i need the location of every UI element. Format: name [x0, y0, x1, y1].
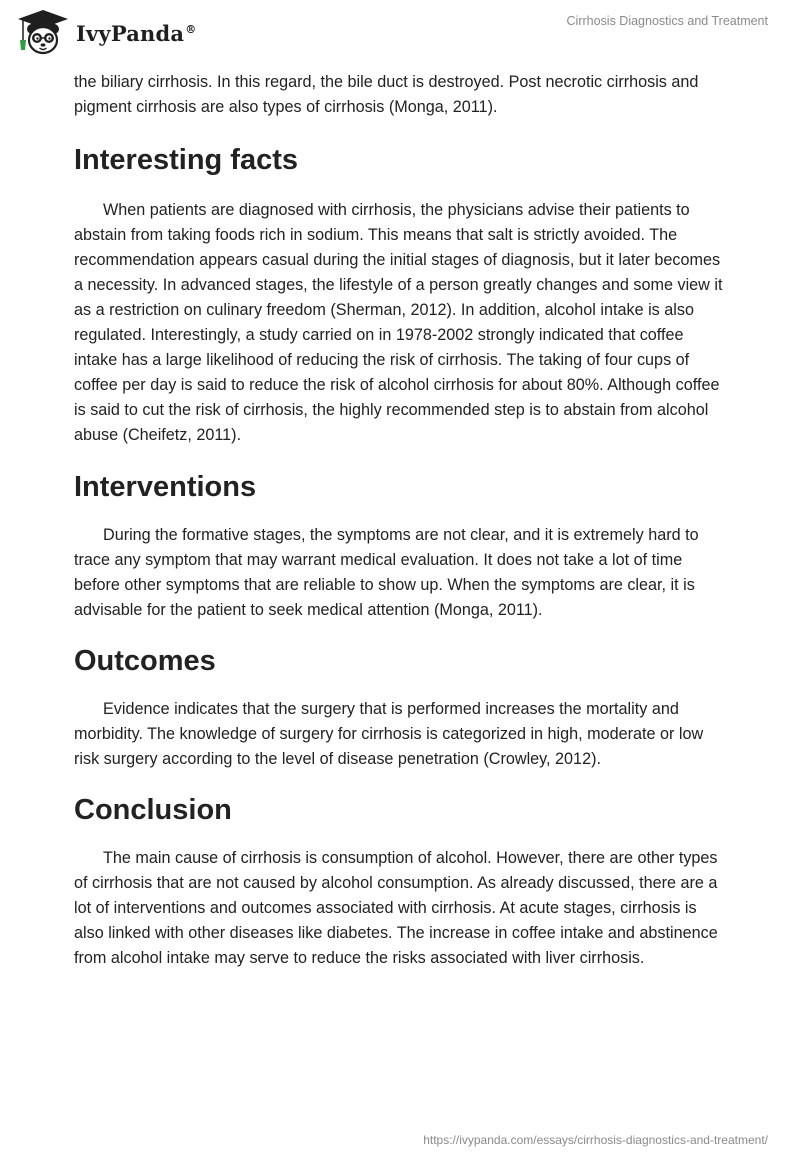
ivypanda-logo[interactable] — [14, 8, 196, 56]
section-heading-interventions: Interventions — [74, 471, 257, 503]
source-url-link[interactable]: https://ivypanda.com/essays/cirrhosis-diagnostics-and-treatment/ — [423, 1133, 768, 1147]
section-heading-interesting-facts: Interesting facts — [74, 144, 298, 176]
section-body-interventions: During the formative stages, the symptoms are not clear, and it is extremely hard to trace any symptom that may warrant medical evaluation. It does not take a lot of time before other symptoms that are reliable to show up. When the symptoms are clear, it is advisable for the patient to seek medical attention (Monga, 2011). — [74, 526, 699, 619]
section-body-outcomes: Evidence indicates that the surgery that is performed increases the mortality and morbidity. The knowledge of surgery for cirrhosis is categorized in high, moderate or low risk surgery according to the level of disease penetration (Crowley, 2012). — [74, 700, 704, 768]
section-body-conclusion: The main cause of cirrhosis is consumption of alcohol. However, there are other types of cirrhosis that are not caused by alcohol consumption. As already discussed, there are a lot of interventions and outcomes associated with cirrhosis. At acute stages, cirrhosis is also linked with other diseases like diabetes. The increase in coffee intake and abstinence from alcohol intake may serve to reduce the risks associated with liver cirrhosis. — [74, 849, 718, 967]
essay-body — [74, 70, 730, 971]
document-title: Cirrhosis Diagnostics and Treatment — [566, 14, 768, 28]
intro-paragraph: the biliary cirrhosis. In this regard, the bile duct is destroyed. Post necrotic cirrhosis and pigment cirrhosis are also types of cirrhosis (Monga, 2011). — [74, 73, 699, 116]
logo-wordmark: IvyPanda® — [76, 20, 197, 46]
section-body-interesting-facts: When patients are diagnosed with cirrhosis, the physicians advise their patients to abstain from taking foods rich in sodium. This means that salt is strictly avoided. The recommendation appears casual during the initial stages of diagnosis, but it later becomes a necessity. In advanced stages, the lifestyle of a person greatly changes and some view it as a restriction on culinary freedom (Sherman, 2012). In addition, alcohol intake is also regulated. Interestingly, a study carried on in 1978-2002 strongly indicated that coffee intake has a large likelihood of reducing the risk of cirrhosis. The taking of four cups of coffee per day is said to reduce the risk of alcohol cirrhosis for about 80%. Although coffee is said to cut the risk of cirrhosis, the highly recommended step is to abstain from alcohol abuse (Cheifetz, 2011). — [74, 201, 723, 444]
section-heading-conclusion: Conclusion — [74, 794, 232, 826]
page-header — [0, 0, 800, 64]
panda-graduate-icon — [14, 8, 72, 56]
section-heading-outcomes: Outcomes — [74, 645, 216, 677]
